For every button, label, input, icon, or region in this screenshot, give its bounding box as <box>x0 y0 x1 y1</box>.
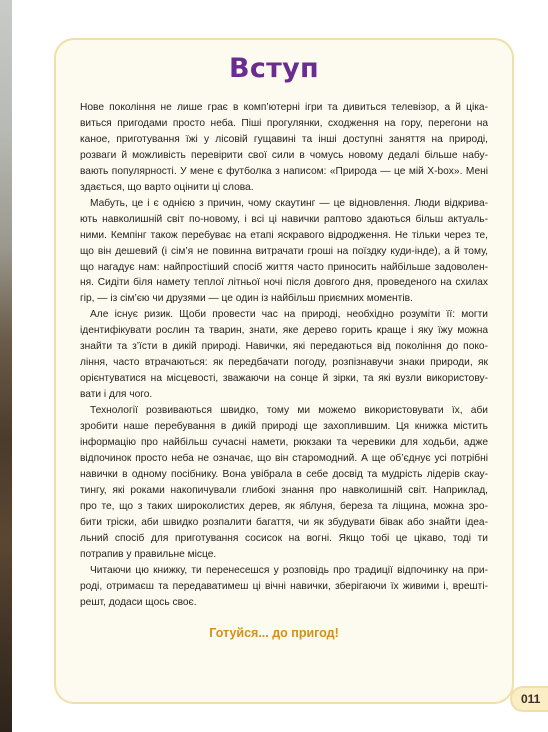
paragraph-line: навички в одному посібнику. Вона увібрала в себе досвід та мудрість лідерів скау- <box>80 468 488 480</box>
paragraph-line: Але існує ризик. Щоби провести час на природі, необхідно розуміти її: могти <box>90 309 488 321</box>
paragraph-line: Технології розвиваються швидко, тому ми можемо використовувати їх, аби <box>90 405 488 417</box>
paragraph-line: інформацію про найбільш сучасні намети, рюкзаки та черевики для ходьби, адже <box>80 437 488 449</box>
paragraph-line: Читаючи цю книжку, ти перенесешся у розповідь про традиції відпочинку на при- <box>90 564 488 576</box>
paragraph <box>80 196 488 308</box>
paragraph-line: що він дешевий (і сім’я не повинна витрачати гроші на поїздку куди-інде), а й тому, <box>80 245 488 257</box>
paragraph-line: льний спосіб для приготування сосисок на вогні. Якщо тобі це цікаво, тоді ти <box>80 532 488 544</box>
paragraph-line: вати і для чого. <box>80 389 153 401</box>
paragraph-line: ють навколишній світ по-новому, і всі ці навички раптово здаються більш актуаль- <box>80 213 488 225</box>
paragraph-line: каное, приготування їжі у лісовій гущавині та інші доступні заняття на природі, <box>80 133 488 145</box>
paragraph-line: відпочинок просто неба не означає, що він старомодний. А ще об’єднує усі потрібні <box>80 452 488 464</box>
paragraph-line: що нагадує нам: найпростіший спосіб життя часто приносить найбільше задоволен- <box>80 261 488 273</box>
paragraph-line: розваги й можливість перевірити свої сили в чомусь новому дедалі більше набу- <box>80 149 488 161</box>
paragraph-line: знайти та з’їсти в дикій природі. Навички, які передаються від покоління до поко- <box>80 341 488 353</box>
paragraph-line: здається, що варто оцінити ці слова. <box>80 181 254 193</box>
paragraph <box>80 307 488 403</box>
paragraph-line: ління, часто втрачаються: як передбачати погоду, розпізнавучи знаки природи, як <box>80 357 488 369</box>
paragraph-line: виться пригодами просто неба. Піші прогулянки, сходження на гору, перегони на <box>80 117 488 129</box>
paragraph <box>80 403 488 563</box>
paragraph-line: бити тріски, аби швидко розпалити багаття, чи як збудувати бівак або знайти ідеа- <box>80 516 488 528</box>
paragraph-line: ними. Кемпінг також перебуває на етапі яскравого відродження. Не тільки через те, <box>80 229 488 241</box>
paragraph-line: роді, отримаєш та передаватимеш ці вічні навички, зберігаючи їх живими і, врешті- <box>80 580 488 592</box>
paragraph-line: Мабуть, це і є однією з причин, чому скаутинг — це відновлення. Люди відкрива- <box>90 197 488 209</box>
intro-body <box>80 100 488 611</box>
paragraph-line: вають популярності. У мене є футболка з написом: «Природа — це мій X-box». Мені <box>80 165 488 177</box>
page-number: 011 <box>521 692 541 706</box>
closing-slogan: Готуйся... до пригод! <box>209 626 339 640</box>
paragraph-line: орієнтуватися на місцевості, зважаючи на сонце й зірки, та які вузли використову- <box>80 373 488 385</box>
paragraph-line: решт, додаси щось своє. <box>80 596 197 608</box>
paragraph-line: ідентифікувати рослин та тварин, знати, яке дерево горить краще і яку їжу можна <box>80 325 488 337</box>
paragraph-line: гір, — із сім’єю чи друзями — це один із найбільш приємних моментів. <box>80 293 413 305</box>
paragraph <box>80 563 488 611</box>
paragraph-line: Нове покоління не лише грає в комп’ютерні ігри та дивиться телевізор, а й ціка- <box>80 102 488 113</box>
page-title: Вступ <box>229 53 319 84</box>
background-photo-strip <box>0 0 12 732</box>
paragraph <box>80 100 488 196</box>
paragraph-line: тингу, які роками накопичували глибокі знання про навколишній світ. Наприклад, <box>80 484 488 496</box>
paragraph-line: потрапив у правильне місце. <box>80 548 217 560</box>
paragraph-line: зробити наше перебування в дикій природі ще захоплившим. Ця книжка містить <box>80 421 488 433</box>
paragraph-line: ня. Сидіти біля намету теплої літньої ночі після довгого дня, проведеного на схилах <box>80 277 488 289</box>
paragraph-line: про те, що з таких широколистих дерев, як яблуня, береза та ліщина, можна зро- <box>80 500 488 512</box>
page-number-tab <box>510 686 548 712</box>
